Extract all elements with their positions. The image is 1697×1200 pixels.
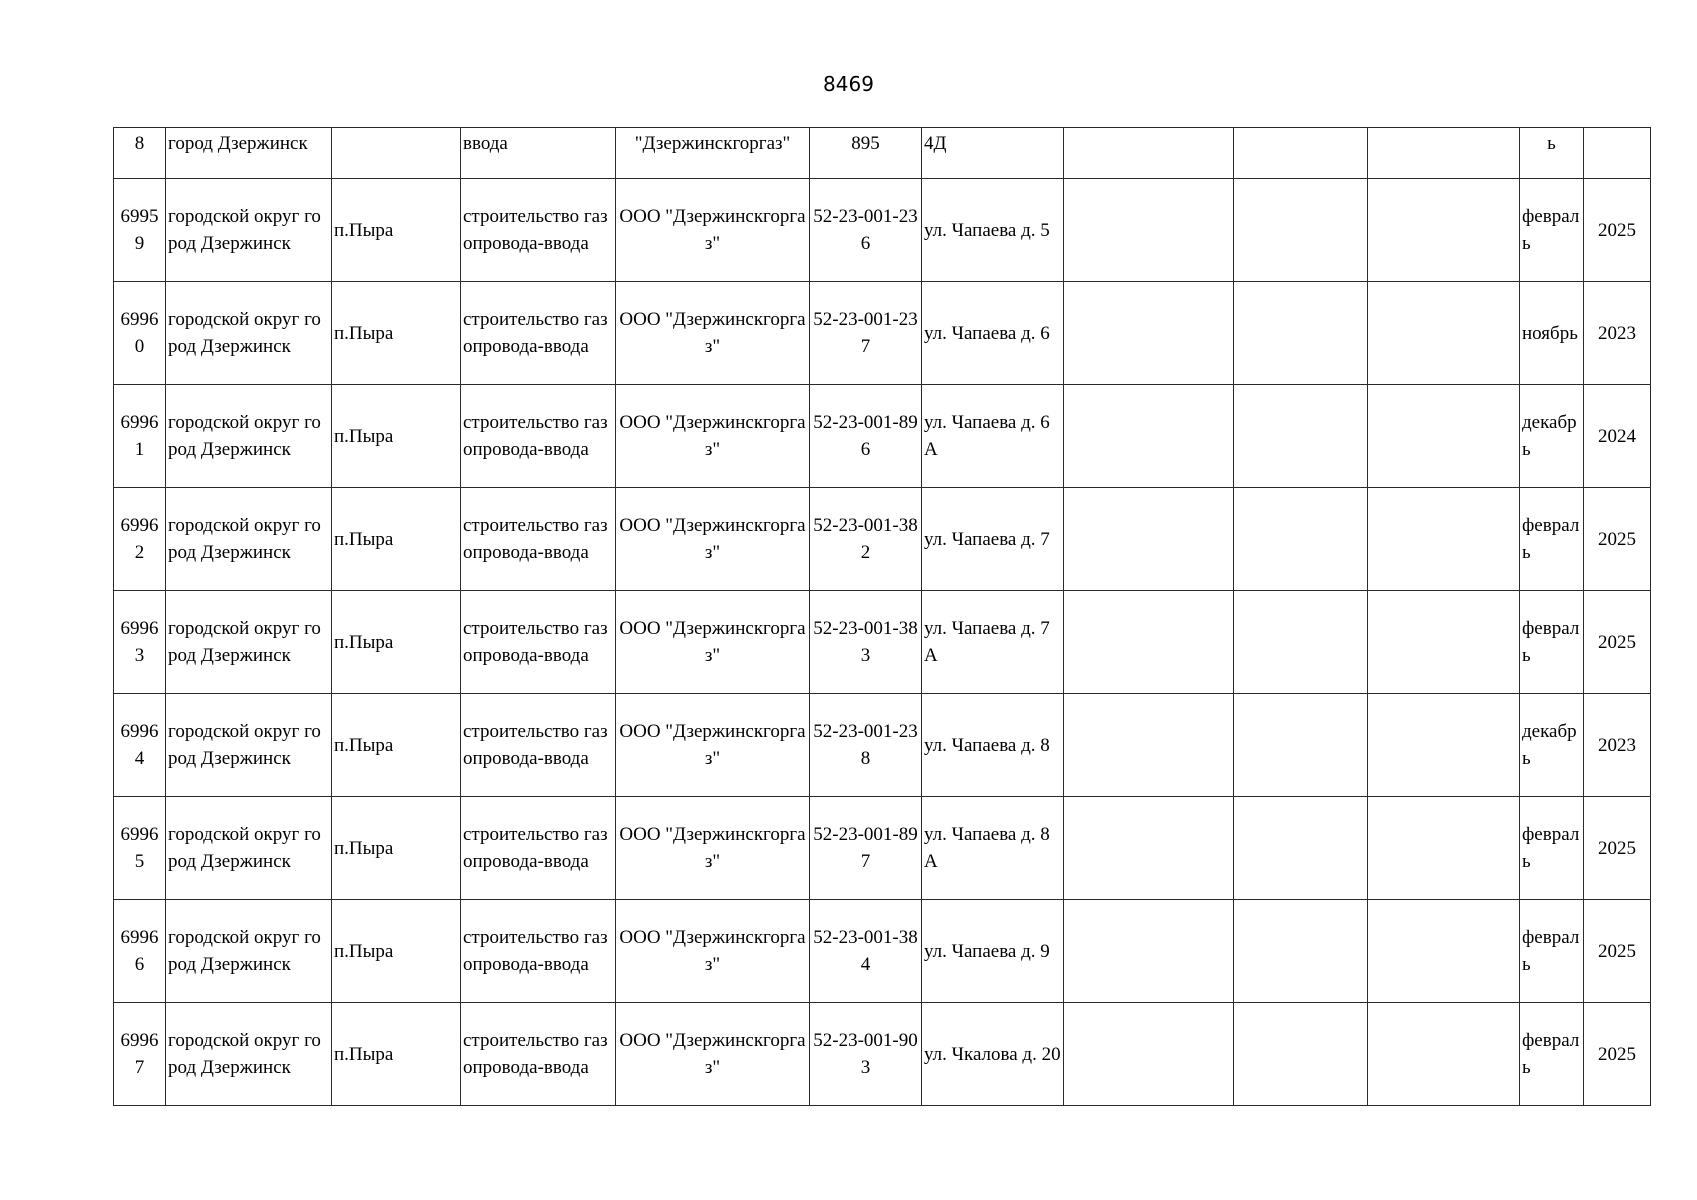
cell-empty xyxy=(1064,1003,1234,1106)
cell-locality xyxy=(332,128,461,179)
cell-locality: п.Пыра xyxy=(332,694,461,797)
cell-code: 52-23-001-384 xyxy=(810,900,922,1003)
cell-code: 52-23-001-236 xyxy=(810,179,922,282)
cell-address: 4Д xyxy=(922,128,1064,179)
cell-code: 52-23-001-896 xyxy=(810,385,922,488)
table-row xyxy=(114,179,1651,282)
cell-work-type: строительство газопровода-ввода xyxy=(461,694,616,797)
cell-month: февраль xyxy=(1520,900,1584,1003)
table-row xyxy=(114,694,1651,797)
cell-organization: ООО "Дзержинскгоргаз" xyxy=(616,797,810,900)
cell-municipality: городской округ город Дзержинск xyxy=(166,591,332,694)
table-row xyxy=(114,128,1651,179)
cell-municipality: городской округ город Дзержинск xyxy=(166,900,332,1003)
cell-organization: ООО "Дзержинскгоргаз" xyxy=(616,385,810,488)
table-row xyxy=(114,900,1651,1003)
cell-empty xyxy=(1234,488,1368,591)
cell-number: 69963 xyxy=(114,591,166,694)
cell-organization: ООО "Дзержинскгоргаз" xyxy=(616,1003,810,1106)
cell-work-type: строительство газопровода-ввода xyxy=(461,385,616,488)
cell-year: 2025 xyxy=(1584,900,1651,1003)
table-row xyxy=(114,282,1651,385)
cell-month: февраль xyxy=(1520,179,1584,282)
cell-locality: п.Пыра xyxy=(332,179,461,282)
cell-empty xyxy=(1234,282,1368,385)
cell-code: 52-23-001-382 xyxy=(810,488,922,591)
cell-empty xyxy=(1368,128,1520,179)
table-row xyxy=(114,591,1651,694)
cell-code: 52-23-001-383 xyxy=(810,591,922,694)
cell-month: февраль xyxy=(1520,1003,1584,1106)
cell-empty xyxy=(1368,385,1520,488)
cell-empty xyxy=(1368,1003,1520,1106)
cell-number: 69965 xyxy=(114,797,166,900)
cell-empty xyxy=(1064,797,1234,900)
cell-year: 2023 xyxy=(1584,694,1651,797)
cell-month: февраль xyxy=(1520,797,1584,900)
cell-empty xyxy=(1234,797,1368,900)
cell-locality: п.Пыра xyxy=(332,591,461,694)
cell-year: 2025 xyxy=(1584,1003,1651,1106)
cell-empty xyxy=(1064,128,1234,179)
cell-number: 69960 xyxy=(114,282,166,385)
cell-month: ноябрь xyxy=(1520,282,1584,385)
cell-empty xyxy=(1064,694,1234,797)
cell-year: 2025 xyxy=(1584,179,1651,282)
cell-empty xyxy=(1064,385,1234,488)
cell-empty xyxy=(1234,900,1368,1003)
cell-municipality: городской округ город Дзержинск xyxy=(166,179,332,282)
cell-month: декабрь xyxy=(1520,385,1584,488)
table-row xyxy=(114,488,1651,591)
cell-empty xyxy=(1234,385,1368,488)
cell-number: 69962 xyxy=(114,488,166,591)
cell-address: ул. Чапаева д. 6 xyxy=(922,282,1064,385)
cell-work-type: строительство газопровода-ввода xyxy=(461,179,616,282)
cell-organization: ООО "Дзержинскгоргаз" xyxy=(616,488,810,591)
table-row xyxy=(114,385,1651,488)
register-table xyxy=(113,127,1651,1106)
cell-work-type: строительство газопровода-ввода xyxy=(461,1003,616,1106)
cell-empty xyxy=(1064,282,1234,385)
table-row xyxy=(114,1003,1651,1106)
cell-code: 52-23-001-238 xyxy=(810,694,922,797)
cell-municipality: город Дзержинск xyxy=(166,128,332,179)
cell-locality: п.Пыра xyxy=(332,488,461,591)
cell-empty xyxy=(1234,694,1368,797)
cell-municipality: городской округ город Дзержинск xyxy=(166,797,332,900)
cell-number: 69961 xyxy=(114,385,166,488)
cell-municipality: городской округ город Дзержинск xyxy=(166,488,332,591)
cell-year: 2025 xyxy=(1584,591,1651,694)
cell-locality: п.Пыра xyxy=(332,385,461,488)
cell-work-type: строительство газопровода-ввода xyxy=(461,900,616,1003)
cell-organization: ООО "Дзержинскгоргаз" xyxy=(616,900,810,1003)
cell-municipality: городской округ город Дзержинск xyxy=(166,282,332,385)
cell-code: 895 xyxy=(810,128,922,179)
cell-empty xyxy=(1234,179,1368,282)
cell-organization: "Дзержинскгоргаз" xyxy=(616,128,810,179)
cell-organization: ООО "Дзержинскгоргаз" xyxy=(616,694,810,797)
cell-address: ул. Чапаева д. 5 xyxy=(922,179,1064,282)
cell-address: ул. Чкалова д. 20 xyxy=(922,1003,1064,1106)
cell-empty xyxy=(1234,128,1368,179)
cell-work-type: ввода xyxy=(461,128,616,179)
cell-address: ул. Чапаева д. 8 xyxy=(922,694,1064,797)
cell-code: 52-23-001-237 xyxy=(810,282,922,385)
cell-year: 2023 xyxy=(1584,282,1651,385)
cell-month: февраль xyxy=(1520,488,1584,591)
cell-code: 52-23-001-897 xyxy=(810,797,922,900)
cell-number: 69966 xyxy=(114,900,166,1003)
cell-empty xyxy=(1368,900,1520,1003)
cell-empty xyxy=(1064,179,1234,282)
cell-locality: п.Пыра xyxy=(332,282,461,385)
cell-empty xyxy=(1368,488,1520,591)
cell-year xyxy=(1584,128,1651,179)
cell-month: декабрь xyxy=(1520,694,1584,797)
cell-work-type: строительство газопровода-ввода xyxy=(461,591,616,694)
cell-locality: п.Пыра xyxy=(332,900,461,1003)
cell-locality: п.Пыра xyxy=(332,797,461,900)
cell-month: февраль xyxy=(1520,591,1584,694)
cell-year: 2025 xyxy=(1584,488,1651,591)
cell-empty xyxy=(1064,591,1234,694)
cell-work-type: строительство газопровода-ввода xyxy=(461,282,616,385)
cell-month: ь xyxy=(1520,128,1584,179)
cell-number: 8 xyxy=(114,128,166,179)
cell-organization: ООО "Дзержинскгоргаз" xyxy=(616,179,810,282)
cell-empty xyxy=(1368,694,1520,797)
cell-address: ул. Чапаева д. 9 xyxy=(922,900,1064,1003)
cell-empty xyxy=(1368,282,1520,385)
cell-empty xyxy=(1234,1003,1368,1106)
cell-address: ул. Чапаева д. 6А xyxy=(922,385,1064,488)
cell-municipality: городской округ город Дзержинск xyxy=(166,385,332,488)
cell-number: 69964 xyxy=(114,694,166,797)
cell-organization: ООО "Дзержинскгоргаз" xyxy=(616,282,810,385)
cell-organization: ООО "Дзержинскгоргаз" xyxy=(616,591,810,694)
cell-municipality: городской округ город Дзержинск xyxy=(166,1003,332,1106)
cell-empty xyxy=(1368,797,1520,900)
cell-address: ул. Чапаева д. 8А xyxy=(922,797,1064,900)
cell-empty xyxy=(1064,900,1234,1003)
cell-year: 2024 xyxy=(1584,385,1651,488)
cell-empty xyxy=(1368,179,1520,282)
cell-number: 69967 xyxy=(114,1003,166,1106)
cell-work-type: строительство газопровода-ввода xyxy=(461,488,616,591)
cell-year: 2025 xyxy=(1584,797,1651,900)
cell-empty xyxy=(1064,488,1234,591)
cell-address: ул. Чапаева д. 7А xyxy=(922,591,1064,694)
cell-work-type: строительство газопровода-ввода xyxy=(461,797,616,900)
cell-municipality: городской округ город Дзержинск xyxy=(166,694,332,797)
cell-locality: п.Пыра xyxy=(332,1003,461,1106)
cell-number: 69959 xyxy=(114,179,166,282)
page-number: 8469 xyxy=(823,72,874,96)
cell-address: ул. Чапаева д. 7 xyxy=(922,488,1064,591)
cell-empty xyxy=(1234,591,1368,694)
cell-code: 52-23-001-903 xyxy=(810,1003,922,1106)
table-row xyxy=(114,797,1651,900)
cell-empty xyxy=(1368,591,1520,694)
